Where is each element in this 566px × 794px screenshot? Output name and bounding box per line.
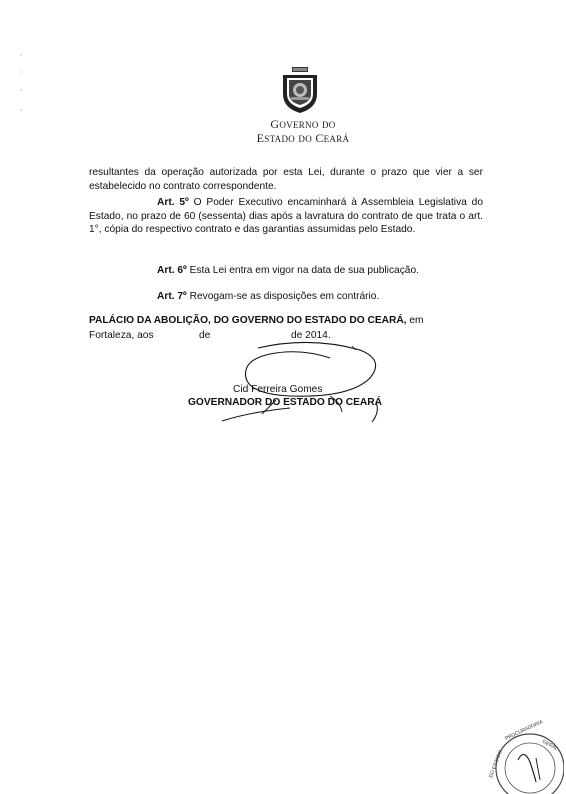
paragraph-continuation: resultantes da operação autorizada por esta Lei, durante o prazo que vier a ser estabelecido no contrato correspondente. — [89, 167, 483, 192]
article-6 — [89, 264, 483, 278]
article-5 — [89, 196, 483, 237]
svg-text:DO ESTADO: DO ESTADO — [488, 749, 504, 779]
article-5-label: Art. 5º — [157, 197, 189, 208]
closing-em: em — [406, 315, 424, 326]
svg-text:GERAL: GERAL — [541, 738, 559, 753]
date-prefix: Fortaleza, aos — [89, 330, 154, 341]
stamp-text: PROCURADORIA — [504, 719, 544, 742]
article-6-label: Art. 6º — [157, 265, 187, 276]
article-7 — [89, 290, 483, 304]
signer-name: Cid Ferreira Gomes — [233, 384, 323, 395]
date-year: de 2014. — [291, 330, 331, 341]
government-title-line2: ESTADO DO CEARÁ — [256, 131, 350, 145]
article-5-text: O Poder Executivo encaminhará à Assembleia Legislativa do Estado, no prazo de 60 (sessenta) dias após a lavratura do contrato de que trata o art. 1°, cópia do respectivo contrato e das garantias assumidas pelo Estado. — [89, 197, 484, 236]
closing-statement — [89, 314, 483, 328]
signer-title: GOVERNADOR DO ESTADO DO CEARÁ — [188, 397, 382, 408]
coat-of-arms-icon — [280, 66, 320, 114]
date-de: de — [199, 330, 211, 341]
article-7-text: Revogam-se as disposições em contrário. — [186, 291, 380, 302]
article-7-label: Art. 7º — [157, 291, 187, 302]
official-stamp — [484, 718, 564, 794]
handwritten-signature — [180, 338, 400, 428]
closing-palace-name: PALÁCIO DA ABOLIÇÃO, DO GOVERNO DO ESTADO DO CEARÁ, — [89, 315, 407, 326]
article-6-text: Esta Lei entra em vigor na data de sua publicação. — [186, 265, 419, 276]
government-title-line1: GOVERNO DO — [270, 117, 336, 131]
